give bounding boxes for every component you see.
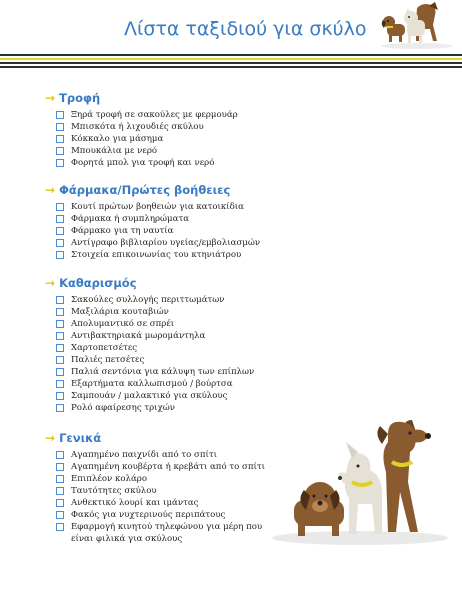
- checklist-item: [56, 509, 271, 521]
- checklist-item-label: Απολυμαντικό σε σπρέι: [71, 319, 175, 329]
- checklist-item: [56, 378, 254, 390]
- checkbox-icon[interactable]: [56, 296, 64, 304]
- page-title: Λίστα ταξιδιού για σκύλο: [124, 18, 367, 40]
- checklist-item-label: Αγαπημένη κουβέρτα ή κρεβάτι από το σπίτι: [71, 462, 266, 472]
- stripe-yellow: [0, 58, 462, 60]
- section-heading: [45, 182, 260, 198]
- checkbox-icon[interactable]: [56, 147, 64, 155]
- checklist-item: [56, 366, 254, 378]
- section-heading-label: Καθαρισμός: [59, 276, 137, 290]
- checklist-item-label: Ταυτότητες σκύλου: [71, 486, 157, 496]
- checklist-item-label: Ρολό αφαίρεσης τριχών: [71, 403, 175, 413]
- checkbox-icon[interactable]: [56, 344, 64, 352]
- checklist-item-label: Μαξιλάρια κουταβιών: [71, 307, 169, 317]
- checkbox-icon[interactable]: [56, 499, 64, 507]
- checklist-item: [56, 306, 254, 318]
- checklist-item-label: Αντιβακτηριακά μωρομάντηλα: [71, 331, 206, 341]
- checkbox-icon[interactable]: [56, 215, 64, 223]
- checklist-item: [56, 485, 271, 497]
- checklist-item-label: Ξηρά τροφή σε σακούλες με φερμουάρ: [71, 110, 238, 120]
- checkbox-icon[interactable]: [56, 227, 64, 235]
- checkbox-icon[interactable]: [56, 356, 64, 364]
- arrow-right-icon: →: [45, 276, 56, 290]
- checkbox-icon[interactable]: [56, 404, 64, 412]
- checkbox-icon[interactable]: [56, 511, 64, 519]
- checklist: [56, 201, 260, 261]
- checklist-item: [56, 133, 238, 145]
- checkbox-icon[interactable]: [56, 159, 64, 167]
- checkbox-icon[interactable]: [56, 111, 64, 119]
- checklist-item: [56, 225, 260, 237]
- checklist-item-label: Εφαρμογή κινητού τηλεφώνου για μέρη που είναι φιλικά για σκύλους: [71, 522, 263, 544]
- header-stripes: [0, 54, 462, 70]
- stripe-dark-1: [0, 54, 462, 56]
- checklist-item-label: Φάρμακα ή συμπληρώματα: [71, 214, 190, 224]
- checklist-item-label: Κουτί πρώτων βοηθειών για κατοικίδια: [71, 202, 244, 212]
- stripe-dark-3: [0, 66, 462, 68]
- checkbox-icon[interactable]: [56, 392, 64, 400]
- arrow-right-icon: →: [45, 91, 56, 105]
- checklist-item: [56, 461, 271, 473]
- checkbox-icon[interactable]: [56, 135, 64, 143]
- section-heading: [45, 90, 238, 106]
- checklist-item-label: Σαμπουάν / μαλακτικό για σκύλους: [71, 391, 228, 401]
- section-medicine: [45, 182, 260, 261]
- checklist-item-label: Στοιχεία επικοινωνίας του κτηνιάτρου: [71, 250, 242, 260]
- checklist-item-label: Κόκκαλο για μάσημα: [71, 134, 164, 144]
- checklist-item: [56, 521, 271, 545]
- checklist-item-label: Χαρτοπετσέτες: [71, 343, 138, 353]
- section-heading: [45, 430, 271, 446]
- checklist-item-label: Αντίγραφο βιβλιαρίου υγείας/εμβολιασμών: [71, 238, 261, 248]
- checkbox-icon[interactable]: [56, 523, 64, 531]
- checklist-item-label: Παλιά σεντόνια για κάλυψη των επίπλων: [71, 367, 255, 377]
- dogs-illustration-small: [377, 0, 455, 50]
- stripe-dark-2: [0, 62, 462, 64]
- checkbox-icon[interactable]: [56, 123, 64, 131]
- section-heading: [45, 275, 254, 291]
- checklist-item: [56, 109, 238, 121]
- arrow-right-icon: →: [45, 183, 56, 197]
- checklist: [56, 109, 238, 169]
- checklist: [56, 294, 254, 414]
- checklist-item-label: Φάρμακο για τη ναυτία: [71, 226, 174, 236]
- checklist-item-label: Αγαπημένο παιχνίδι από το σπίτι: [71, 450, 218, 460]
- checklist-item: [56, 121, 238, 133]
- checklist-item-label: Φορητά μπολ για τροφή και νερό: [71, 158, 215, 168]
- checklist-item: [56, 201, 260, 213]
- checkbox-icon[interactable]: [56, 451, 64, 459]
- checkbox-icon[interactable]: [56, 251, 64, 259]
- section-food: [45, 90, 238, 169]
- arrow-right-icon: →: [45, 431, 56, 445]
- section-heading-label: Φάρμακα/Πρώτες βοήθειες: [59, 183, 231, 197]
- checklist-item-label: Εξαρτήματα καλλωπισμού / βούρτσα: [71, 379, 233, 389]
- checkbox-icon[interactable]: [56, 239, 64, 247]
- checklist-item-label: Επιπλέον κολάρο: [71, 474, 147, 484]
- section-heading-label: Τροφή: [59, 91, 101, 105]
- checklist-item: [56, 294, 254, 306]
- checklist-item: [56, 497, 271, 509]
- checklist-item: [56, 354, 254, 366]
- checklist-item: [56, 213, 260, 225]
- checklist: [56, 449, 271, 545]
- checklist-item-label: Παλιές πετσέτες: [71, 355, 145, 365]
- checklist-item-label: Φακός για νυχτερινούς περιπάτους: [71, 510, 226, 520]
- checklist-item: [56, 473, 271, 485]
- checkbox-icon[interactable]: [56, 203, 64, 211]
- checklist-item: [56, 237, 260, 249]
- checkbox-icon[interactable]: [56, 308, 64, 316]
- checklist-item: [56, 318, 254, 330]
- checkbox-icon[interactable]: [56, 320, 64, 328]
- checklist-item: [56, 249, 260, 261]
- checkbox-icon[interactable]: [56, 332, 64, 340]
- checkbox-icon[interactable]: [56, 487, 64, 495]
- checklist-item: [56, 390, 254, 402]
- checkbox-icon[interactable]: [56, 380, 64, 388]
- dogs-illustration-large: [268, 420, 462, 548]
- checklist-item: [56, 449, 271, 461]
- checklist-item: [56, 157, 238, 169]
- section-general: [45, 430, 271, 545]
- checklist-item: [56, 402, 254, 414]
- checkbox-icon[interactable]: [56, 475, 64, 483]
- checklist-item-label: Ανθεκτικό λουρί και ιμάντας: [71, 498, 199, 508]
- checklist-item: [56, 330, 254, 342]
- checklist-item-label: Μπισκότα ή λιχουδιές σκύλου: [71, 122, 204, 132]
- checklist-item-label: Μπουκάλια με νερό: [71, 146, 158, 156]
- section-heading-label: Γενικά: [59, 431, 102, 445]
- checkbox-icon[interactable]: [56, 463, 64, 471]
- checklist-item: [56, 342, 254, 354]
- checklist-item: [56, 145, 238, 157]
- section-cleaning: [45, 275, 254, 414]
- checkbox-icon[interactable]: [56, 368, 64, 376]
- checklist-item-label: Σακούλες συλλογής περιττωμάτων: [71, 295, 225, 305]
